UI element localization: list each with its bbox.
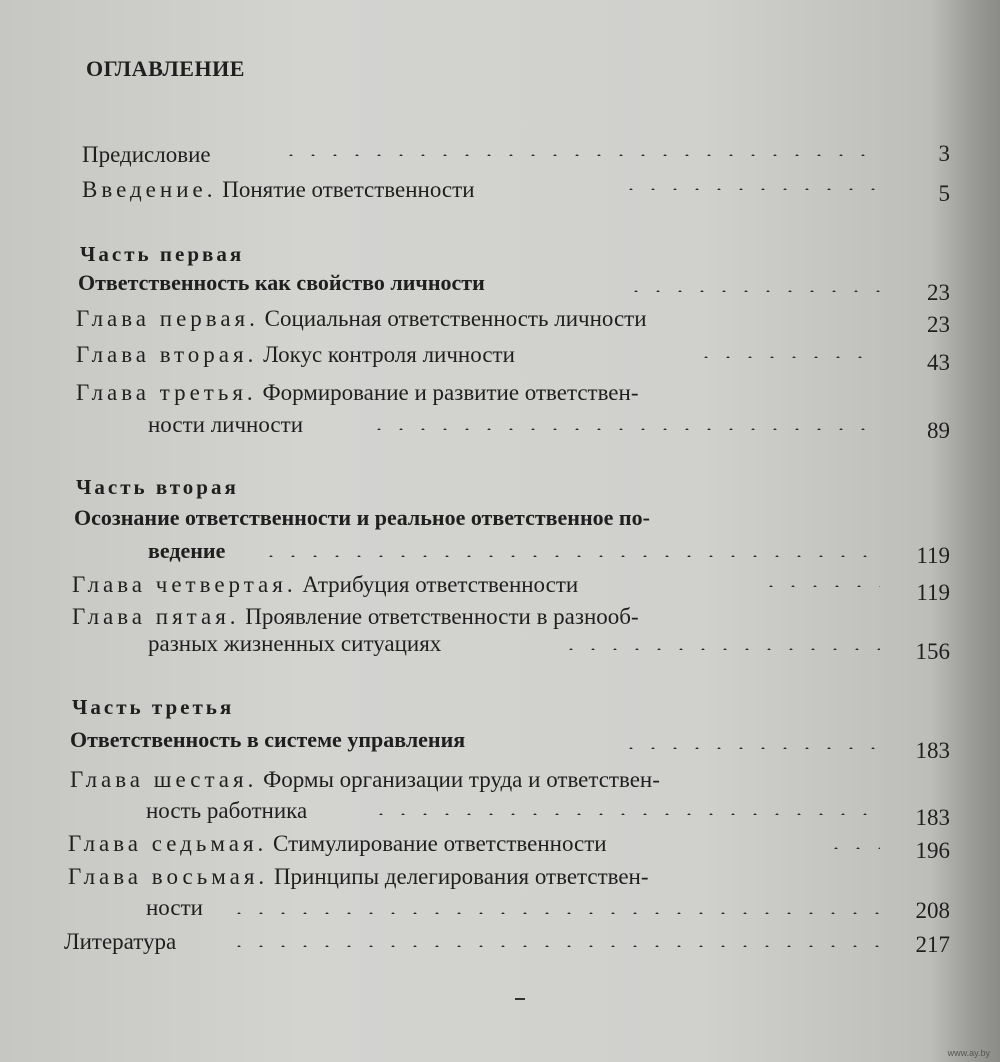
chapter-title: Локус контроля личности (263, 342, 515, 367)
intro-title: Понятие ответственности (222, 177, 475, 202)
part-label: Часть вторая (76, 475, 239, 499)
toc-chapter (68, 865, 649, 888)
page-number: 183 (915, 738, 950, 763)
chapter-prefix: Глава шестая. (70, 767, 258, 792)
chapter-title: Стимулирование ответственности (273, 831, 607, 856)
chapter-title-cont: ность работника (146, 798, 308, 823)
page-number: 23 (927, 280, 950, 305)
toc-chapter (72, 573, 578, 596)
toc-heading: ОГЛАВЛЕНИЕ (86, 56, 245, 81)
page-number: 5 (938, 181, 950, 206)
leader-dots (760, 585, 880, 587)
toc-chapter (76, 307, 647, 330)
page-number: 119 (916, 543, 950, 568)
part-label: Часть третья (72, 695, 235, 719)
watermark: www.ay.by (947, 1048, 990, 1058)
part-label: Часть первая (80, 242, 245, 266)
leader-dots (620, 747, 880, 749)
page-number: 196 (915, 838, 950, 863)
part-title: Ответственность в системе управления (70, 727, 466, 752)
page-number: 156 (915, 639, 950, 664)
toc-chapter (76, 343, 515, 366)
part-title: Осознание ответственности и реальное ответственное по- (74, 505, 650, 530)
page-number: 43 (927, 350, 950, 375)
page-number: 217 (915, 932, 950, 957)
toc-literature: Литература (64, 929, 177, 954)
chapter-prefix: Глава седьмая. (68, 831, 268, 856)
leader-dots (228, 945, 880, 947)
part-title: Ответственность как свойство личности (78, 270, 485, 295)
toc-intro (82, 178, 475, 201)
chapter-title: Атрибуция ответственности (302, 572, 579, 597)
chapter-prefix: Глава первая. (76, 306, 259, 331)
page-number: 89 (927, 418, 950, 443)
chapter-title-cont: ности (146, 895, 203, 920)
leader-dots (825, 847, 880, 849)
chapter-title: Принципы делегирования ответствен- (273, 864, 649, 889)
toc-chapter (70, 768, 660, 791)
page-number: 3 (938, 141, 950, 166)
toc-chapter (76, 381, 638, 404)
leader-dots (370, 813, 880, 815)
page-number: 23 (927, 312, 950, 337)
leader-dots (368, 428, 880, 430)
chapter-prefix: Глава четвертая. (72, 572, 297, 597)
intro-prefix: Введение. (82, 177, 217, 202)
page-mark (515, 998, 525, 1000)
leader-dots (625, 290, 880, 292)
chapter-prefix: Глава пятая. (72, 604, 240, 629)
chapter-title-cont: ности личности (148, 412, 304, 437)
leader-dots (620, 188, 880, 190)
page-number: 183 (915, 805, 950, 830)
part-title-cont: ведение (148, 538, 226, 563)
toc-preface: Предисловие (82, 142, 211, 167)
page-number: 119 (916, 580, 950, 605)
leader-dots (260, 555, 880, 557)
chapter-prefix: Глава восьмая. (68, 864, 269, 889)
chapter-title: Проявление ответственности в разнооб- (245, 604, 639, 629)
leader-dots (695, 356, 880, 358)
toc-chapter (68, 832, 607, 855)
chapter-title: Формы организации труда и ответствен- (263, 767, 660, 792)
leader-dots (228, 912, 880, 914)
chapter-prefix: Глава вторая. (76, 342, 258, 367)
leader-dots (560, 648, 880, 650)
chapter-title-cont: разных жизненных ситуациях (148, 631, 442, 656)
page-number: 208 (915, 898, 950, 923)
chapter-prefix: Глава третья. (76, 380, 257, 405)
chapter-title: Формирование и развитие ответствен- (262, 380, 639, 405)
toc-chapter (72, 605, 639, 628)
leader-dots (280, 154, 880, 156)
chapter-title: Социальная ответственность личности (264, 306, 647, 331)
